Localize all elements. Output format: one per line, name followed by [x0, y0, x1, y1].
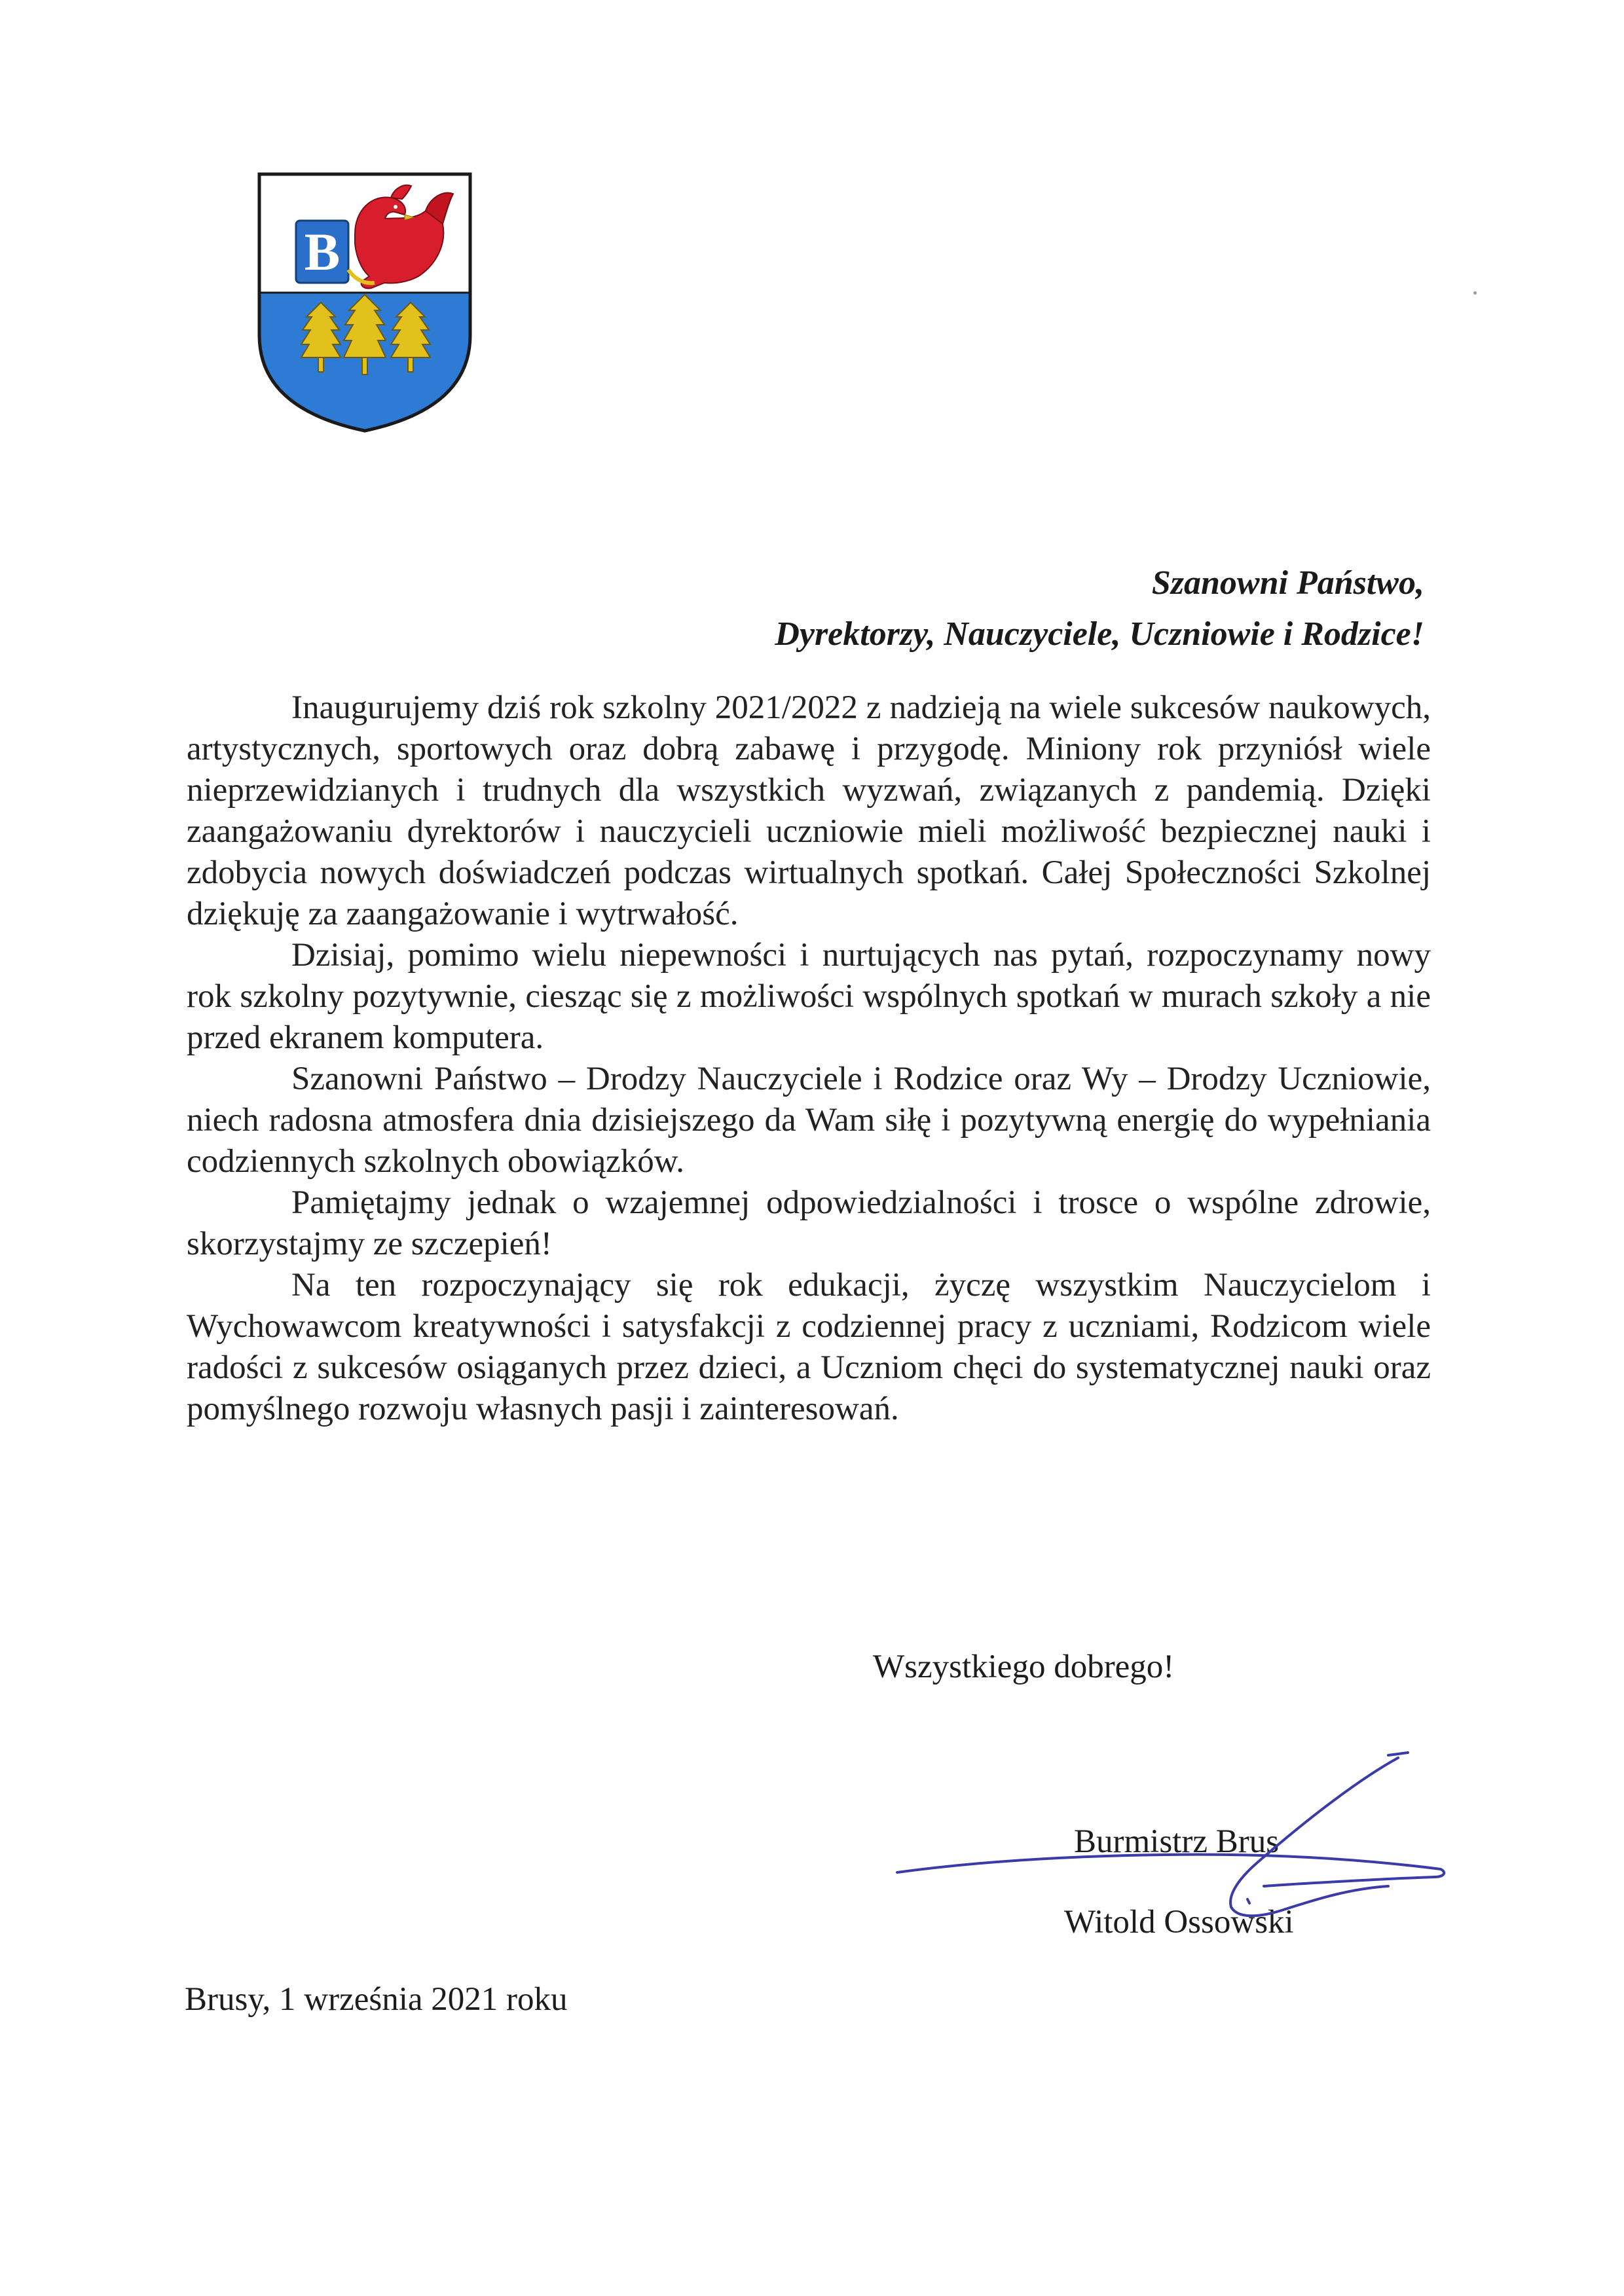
signatory-name: Witold Ossowski — [1064, 1904, 1294, 1941]
handwritten-signature — [891, 1738, 1454, 1954]
letter-b-icon — [296, 221, 348, 283]
salutation-line-2: Dyrektorzy, Nauczyciele, Uczniowie i Rodzice! — [775, 615, 1424, 653]
closing-wish: Wszystkiego dobrego! — [873, 1649, 1175, 1685]
salutation — [775, 558, 1424, 660]
coat-of-arms-icon — [257, 172, 473, 433]
body-paragraph: Na ten rozpoczynający się rok edukacji, życzę wszystkim Nauczycielom i Wychowawcom kreatywności i satysfakcji z codziennej pracy z uczniami, Rodzicom wiele radości z sukcesów osiąganych przez dzieci, a Uczniom chęci do systematycznej nauki oraz pomyślnego rozwoju własnych pasji i zainteresowań. — [187, 1267, 1431, 1427]
crest-letter: B — [304, 222, 341, 282]
salutation-line-1: Szanowni Państwo, — [1151, 564, 1424, 602]
letter-body — [187, 687, 1431, 1430]
body-paragraph: Szanowni Państwo – Drodzy Nauczyciele i Rodzice oraz Wy – Drodzy Uczniowie, niech radosna atmosfera dnia dzisiejszego da Wam siłę i pozytywną energię do wypełniania codziennych szkolnych obowiązków. — [187, 1061, 1431, 1180]
body-paragraph: Inaugurujemy dziś rok szkolny 2021/2022 z nadzieją na wiele sukcesów naukowych, artystycznych, sportowych oraz dobrą zabawę i przygodę. Miniony rok przyniósł wiele nieprzewidzianych i trudnych dla wszystkich wyzwań, związanych z pandemią. Dzięki zaangażowaniu dyrektorów i nauczycieli uczniowie mieli możliwość bezpiecznej nauki i zdobycia nowych doświadczeń podczas wirtualnych spotkań. Całej Społeczności Szkolnej dziękuję za zaangażowanie i wytrwałość. — [187, 689, 1431, 932]
place-and-date: Brusy, 1 września 2021 roku — [185, 1981, 568, 2018]
body-paragraph: Dzisiaj, pomimo wielu niepewności i nurtujących nas pytań, rozpoczynamy nowy rok szkolny pozytywnie, ciesząc się z możliwości wspólnych spotkań w murach szkoły a nie przed ekranem komputera. — [187, 937, 1431, 1056]
body-paragraph: Pamiętajmy jednak o wzajemnej odpowiedzialności i trosce o wspólne zdrowie, skorzystajmy ze szczepień! — [187, 1184, 1431, 1262]
signatory-title: Burmistrz Brus — [1074, 1823, 1280, 1860]
scan-speck — [1473, 291, 1477, 295]
tree-icons — [301, 295, 430, 374]
